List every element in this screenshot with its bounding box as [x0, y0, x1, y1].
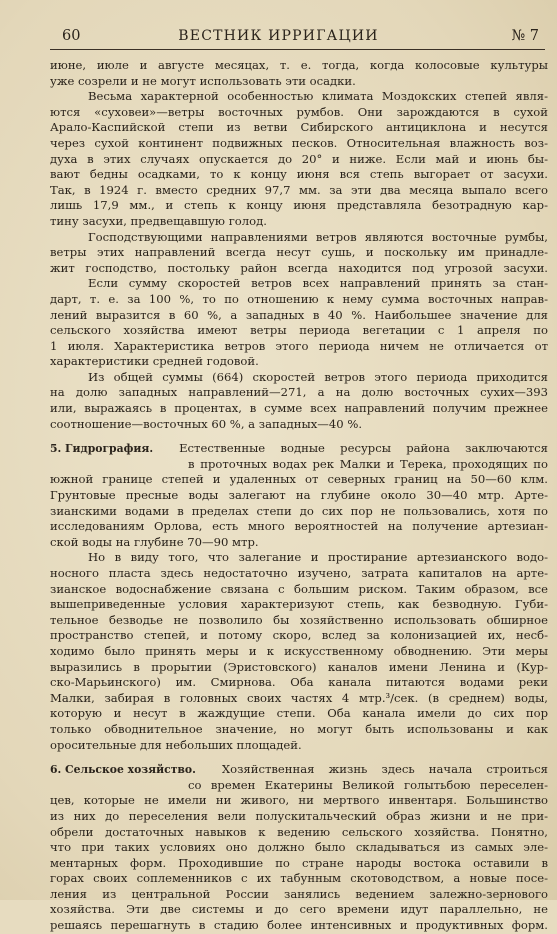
page-number: 60: [62, 28, 81, 44]
text-line: носного пласта здесь недостаточно изучено, затрата капиталов на арте-: [50, 566, 548, 580]
text-line: которую и несут в жаждущие степи. Оба канала имели до сих пор: [50, 706, 548, 721]
text-line: Но в виду того, что залегание и простирание артезианского водо-: [88, 550, 548, 565]
text-line: ской воды на глубине 70—90 мтр.: [50, 534, 259, 549]
text-line: хозяйства. Эти две системы и до сего времени идут параллельно, не: [50, 902, 548, 917]
text-line: ментарных форм. Проходившие по стране народы востока оставили в: [50, 855, 548, 870]
text-line: соотношение—восточных 60 %, а западных—40 %.: [50, 416, 363, 431]
section-hydrography: [50, 441, 548, 457]
text-line: вают бедны осадками, то к концу июня вся степь выгорает от засухи.: [50, 167, 548, 182]
text-line: Арало-Каспийской степи из ветви Сибирского антициклона и несутся: [50, 120, 548, 135]
text-line: только обводнительное значение, но могут быть использованы и как: [50, 721, 548, 736]
text-line: со времен Екатерины Великой голытьбою переселен-: [188, 777, 548, 792]
text-line: тину засухи, предвещавшую голод.: [50, 213, 267, 228]
text-line: решаясь перешагнуть в стадию более интенсивных и продуктивных форм.: [50, 918, 548, 933]
section-heading: 5. Гидрография.: [50, 442, 154, 456]
text-line: что при таких условиях оно должно было складываться из самых эле-: [50, 840, 548, 855]
text-line: Весьма характерной особенностью климата Моздокских степей явля-: [88, 89, 548, 104]
text-line: сельского хозяйства имеют ветры периода вегетации с 1 апреля по: [50, 323, 548, 338]
text-line: Малки, забирая в головных своих частях 4 мтр.³/сек. (в среднем) воды,: [50, 690, 548, 705]
text-line: ходимо было принять меры и к искусственному обводнению. Эти меры: [50, 643, 548, 658]
text-line: ветры этих направлений всегда несут сушь, и поскольку им принадле-: [50, 245, 548, 260]
journal-title: ВЕСТНИК ИРРИГАЦИИ: [178, 28, 379, 44]
text-line: или, выражаясь в процентах, в сумме всех направлений получим прежнее: [50, 401, 548, 416]
text-line: цев, которые не имели ни живого, ни мертвого инвентаря. Большинство: [50, 793, 548, 808]
issue-number: № 7: [511, 28, 539, 44]
text-line: зианскими водами в пределах степи до сих пор не пользовались, хотя по: [50, 503, 548, 518]
text-line: обрели достаточных навыков к ведению сельского хозяйства. Понятно,: [50, 824, 548, 839]
text-line: оросительные для небольших площадей.: [50, 737, 302, 752]
text-line: на долю западных направлений—271, а на долю восточных сухих—393: [50, 385, 548, 400]
text-line: уже созрели и не могут использовать эти осадки.: [50, 73, 356, 88]
text-line: ления из центральной России занялись ведением залежно-зернового: [50, 886, 548, 901]
text-line: из них до переселения вели полускитальческий образ жизни и не при-: [50, 808, 548, 823]
text-line: духа в этих случаях опускается до 20° и ниже. Если май и июнь бы-: [50, 151, 548, 166]
section-heading: 6. Сельское хозяйство.: [50, 763, 196, 777]
text-line: Естественные водные ресурсы района заключаются: [179, 441, 548, 456]
text-line: характеристики средней годовой.: [50, 354, 259, 369]
text-line: июне, июле и августе месяцах, т. е. тогда, когда колосовые культуры: [50, 58, 548, 72]
article-body: [50, 58, 548, 934]
text-line: ются «суховеи»—ветры восточных румбов. Они зарождаются в сухой: [50, 104, 548, 119]
section-agriculture: [50, 762, 548, 778]
text-line: лений выразится в 60 %, а западных в 40 %. Наибольшее значение для: [50, 307, 548, 322]
text-line: через сухой континент подвижных песков. Относительная влажность воз-: [50, 135, 548, 150]
text-line: выразились в прорытии (Эристовского) каналов имени Ленина и (Кур-: [50, 659, 548, 674]
text-line: в проточных водах рек Малки и Терека, проходящих по: [188, 456, 548, 471]
text-line: Из общей суммы (664) скоростей ветров этого периода приходится: [88, 369, 548, 384]
text-line: жит господство, постольку район всегда находится под угрозой засухи.: [50, 260, 548, 275]
text-line: Если сумму скоростей ветров всех направлений принять за стан-: [88, 276, 548, 291]
text-line: тельное безводье не позволило бы хозяйственно использовать обширное: [50, 612, 548, 627]
text-line: Грунтовые пресные воды залегают на глубине около 30—40 мтр. Арте-: [50, 488, 548, 503]
text-line: Хозяйственная жизнь здесь начала строиться: [221, 762, 548, 777]
text-line: вышеприведенные условия характеризуют степь, как безводную. Губи-: [50, 597, 548, 612]
text-line: южной границе степей и удаленных от северных границ на 50—60 клм.: [50, 472, 548, 487]
header-rule: [50, 49, 545, 50]
text-line: Господствующими направлениями ветров являются восточные румбы,: [88, 229, 548, 244]
text-line: 1 июля. Характеристика ветров этого периода ничем не отличается от: [50, 338, 548, 353]
text-line: лишь 17,9 мм., и степь к концу июня представляла безотрадную кар-: [50, 198, 548, 213]
text-line: зианское водоснабжение связана с большим риском. Таким образом, все: [50, 581, 548, 596]
text-line: исследованиям Орлова, есть много вероятностей на получение артезиан-: [50, 519, 548, 534]
text-line: ско-Марьинского) им. Смирнова. Оба канала питаются водами реки: [50, 675, 548, 690]
text-line: Так, в 1924 г. вместо средних 97,7 мм. за эти два месяца выпало всего: [50, 182, 548, 197]
text-line: дарт, т. е. за 100 %, то по отношению к нему сумма восточных направ-: [50, 291, 548, 306]
text-line: горах своих соплеменников с их табунным скотоводством, а новые посе-: [50, 871, 548, 886]
text-line: пространство степей, и потому скоро, вслед за колонизацией их, несб-: [50, 628, 548, 643]
